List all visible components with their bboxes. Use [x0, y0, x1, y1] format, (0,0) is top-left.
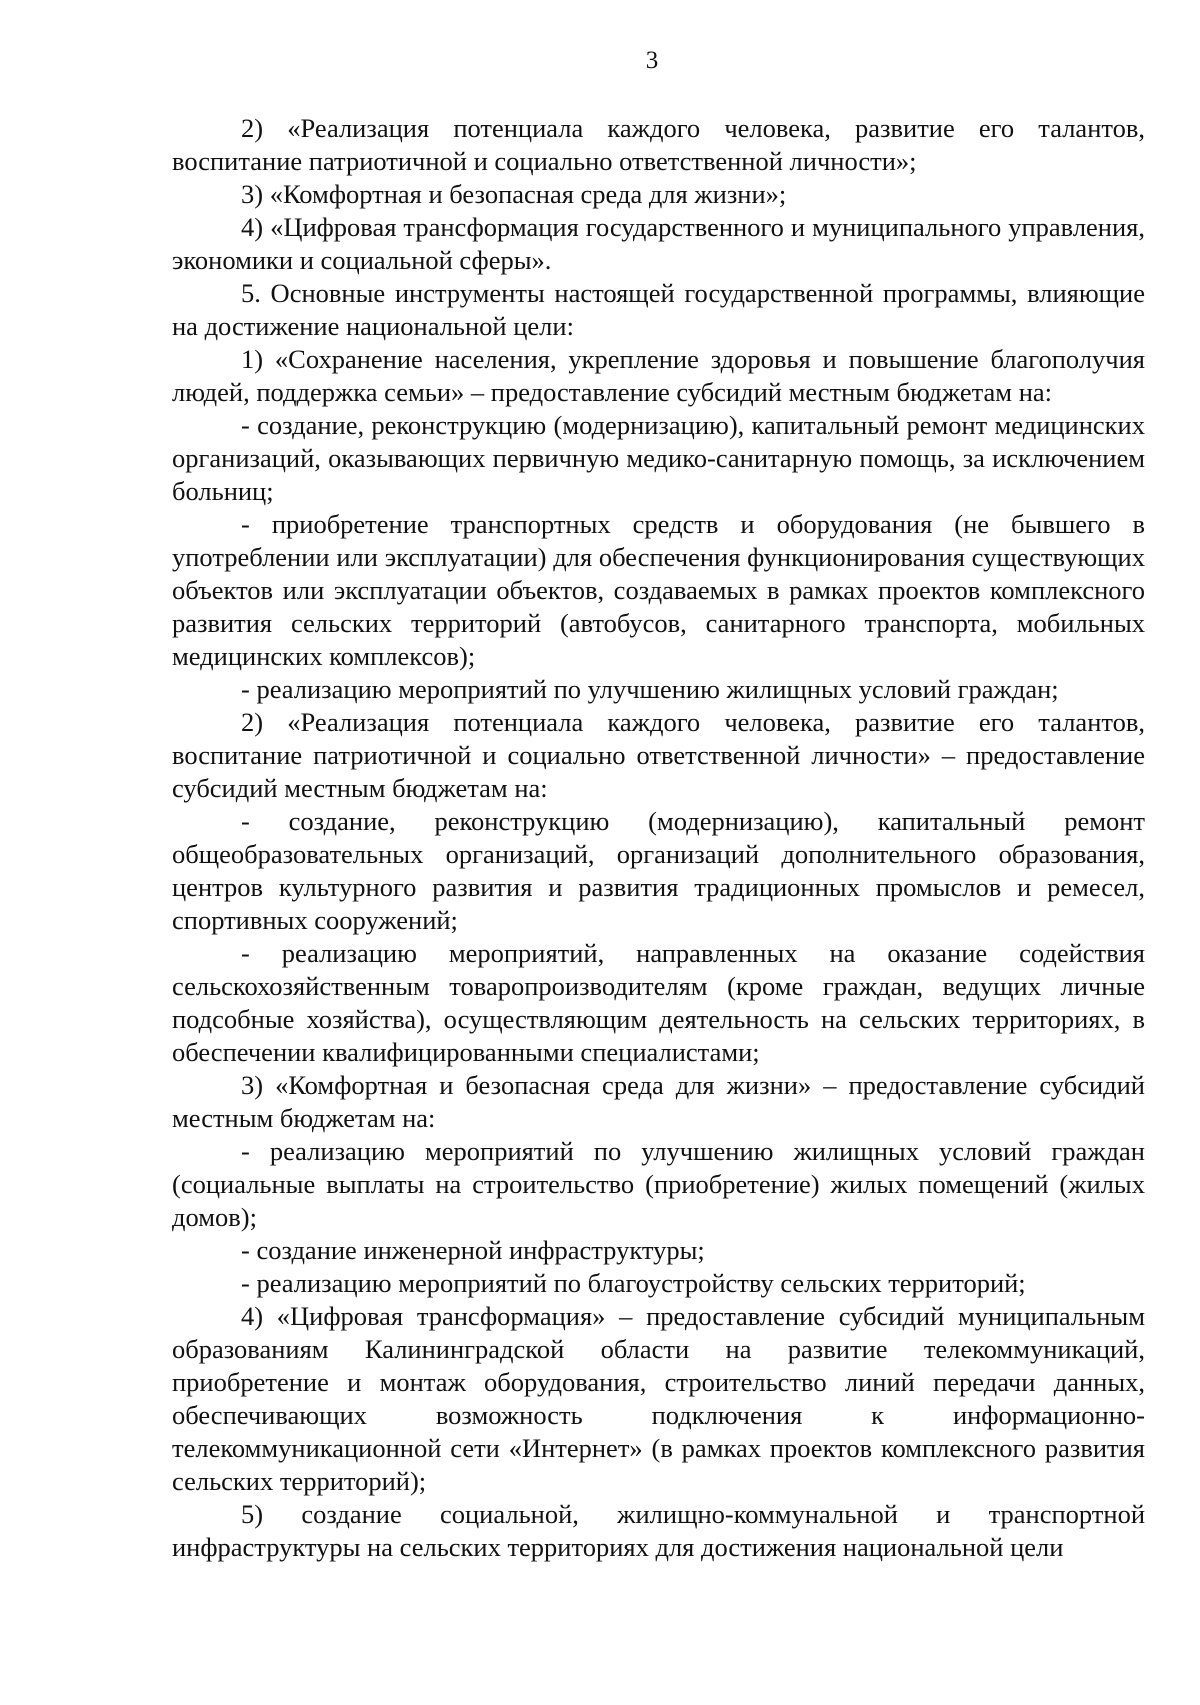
paragraph-instrument-3: 3) «Комфортная и безопасная среда для жизни» – предоставление субсидий местным бюджетам на:	[172, 1070, 1145, 1133]
paragraph-bullet: - реализацию мероприятий по улучшению жилищных условий граждан (социальные выплаты на строительство (приобретение) жилых помещений (жилых домов);	[172, 1136, 1145, 1232]
paragraph-bullet: - реализацию мероприятий по улучшению жилищных условий граждан;	[241, 674, 1059, 704]
paragraph-bullet: - создание, реконструкцию (модернизацию), капитальный ремонт общеобразовательных организаций, организаций дополнительного образования, центров культурного развития и развития традиционных промыслов и ремесел, спортивных сооружений;	[172, 806, 1145, 935]
paragraph-item-4: 4) «Цифровая трансформация государственного и муниципального управления, экономики и социальной сферы».	[172, 212, 1145, 275]
paragraph-instrument-2: 2) «Реализация потенциала каждого человека, развитие его талантов, воспитание патриотичной и социально ответственной личности» – предоставление субсидий местным бюджетам на:	[172, 707, 1145, 803]
document-body	[172, 112, 1145, 1564]
paragraph-item-3: 3) «Комфортная и безопасная среда для жизни»;	[241, 179, 787, 209]
paragraph-bullet: - реализацию мероприятий, направленных на оказание содействия сельскохозяйственным товаропроизводителям (кроме граждан, ведущих личные подсобные хозяйства), осуществляющим деятельность на сельских территориях, в обеспечении квалифицированными специалистами;	[172, 938, 1145, 1067]
paragraph-item-2: 2) «Реализация потенциала каждого человека, развитие его талантов, воспитание патриотичной и социально ответственной личности»;	[172, 113, 1145, 176]
paragraph-bullet: - приобретение транспортных средств и оборудования (не бывшего в употреблении или эксплуатации) для обеспечения функционирования существующих объектов или эксплуатации объектов, создаваемых в рамках проектов комплексного развития сельских территорий (автобусов, санитарного транспорта, мобильных медицинских комплексов);	[172, 509, 1145, 671]
paragraph-bullet: - создание, реконструкцию (модернизацию), капитальный ремонт медицинских организаций, оказывающих первичную медико-санитарную помощь, за исключением больниц;	[172, 410, 1145, 506]
page-number: 3	[645, 47, 659, 74]
paragraph-instrument-4: 4) «Цифровая трансформация» – предоставление субсидий муниципальным образованиям Калининградской области на развитие телекоммуникаций, приобретение и монтаж оборудования, строительство линий передачи данных, обеспечивающих возможность подключения к информационно-телекоммуникационной сети «Интернет» (в рамках проектов комплексного развития сельских территорий);	[172, 1301, 1145, 1496]
paragraph-instrument-1: 1) «Сохранение населения, укрепление здоровья и повышение благополучия людей, поддержка семьи» – предоставление субсидий местным бюджетам на:	[172, 344, 1145, 407]
paragraph-instrument-5: 5) создание социальной, жилищно-коммунальной и транспортной инфраструктуры на сельских территориях для достижения национальной цели	[172, 1499, 1145, 1562]
paragraph-bullet: - реализацию мероприятий по благоустройству сельских территорий;	[241, 1268, 1026, 1298]
paragraph-section-5: 5. Основные инструменты настоящей государственной программы, влияющие на достижение национальной цели:	[172, 278, 1145, 341]
paragraph-bullet: - создание инженерной инфраструктуры;	[241, 1235, 705, 1265]
